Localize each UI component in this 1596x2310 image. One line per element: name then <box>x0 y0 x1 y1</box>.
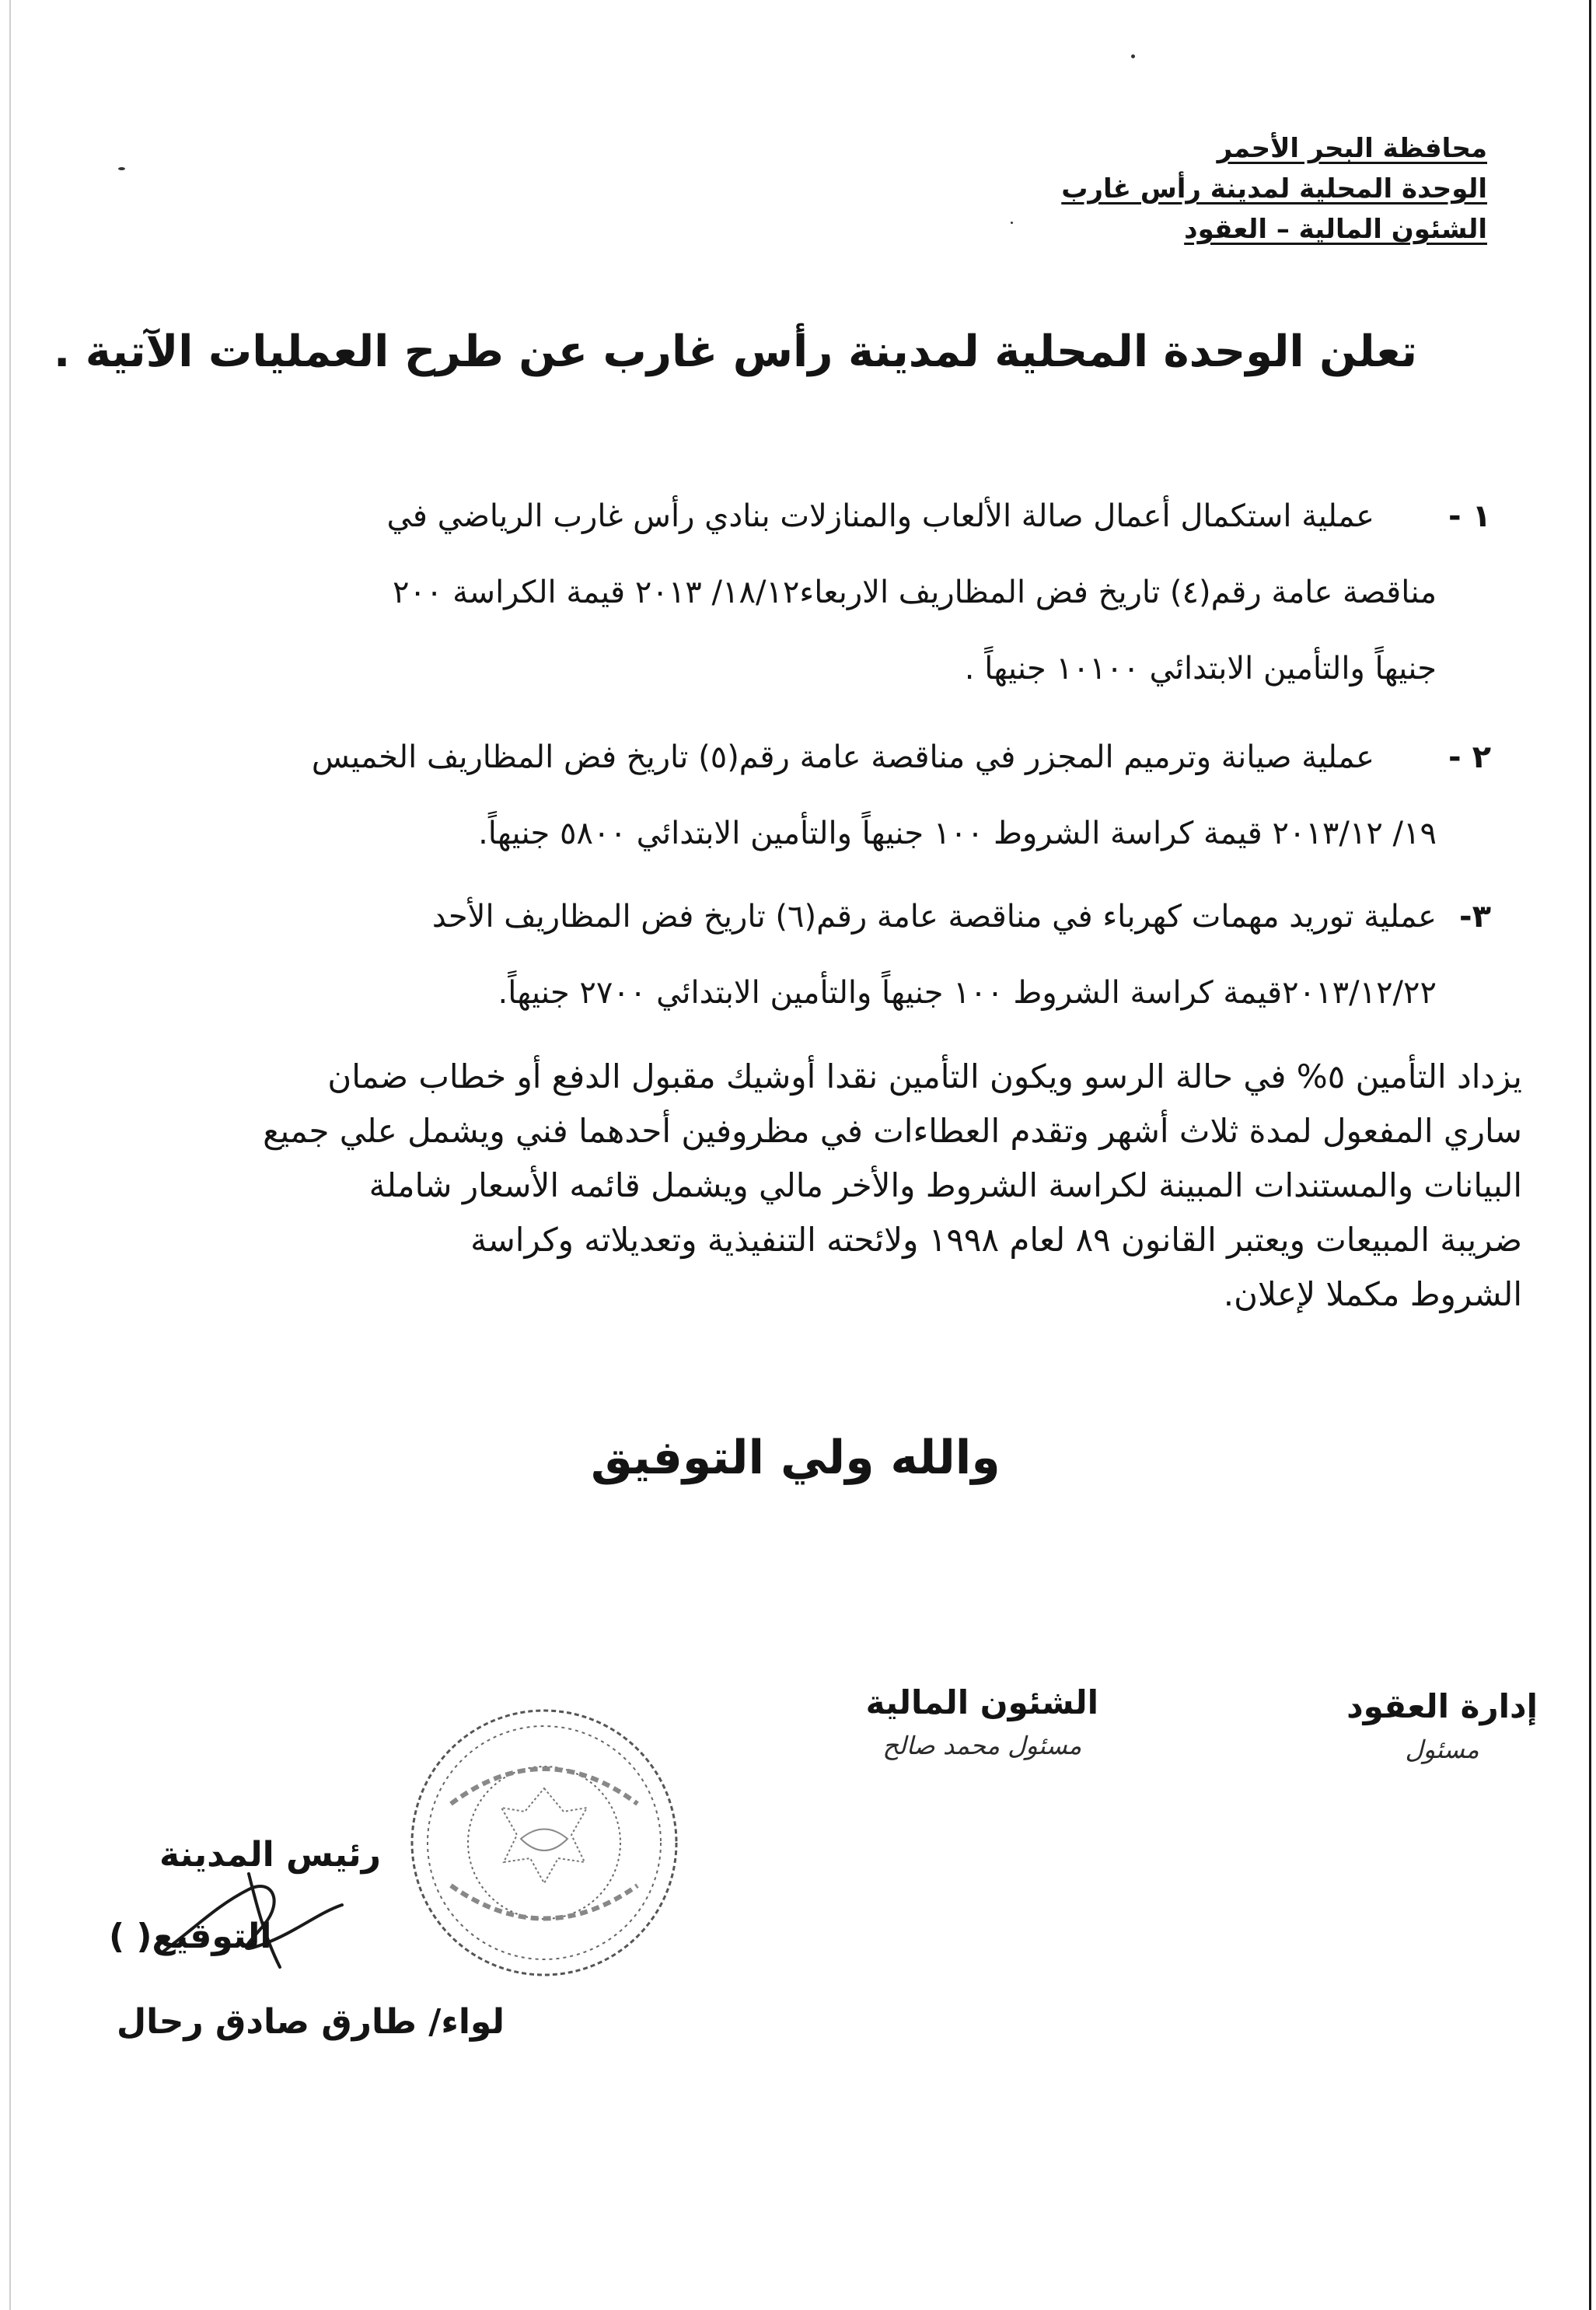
contracts-signature-block <box>1346 1687 1538 1764</box>
header-governorate: محافظة البحر الأحمر <box>1217 133 1487 164</box>
terms-line: ساري المفعول لمدة ثلاث أشهر وتقدم العطاءات في مظروفين أحدهما فني ويشمل علي جميع <box>263 1112 1522 1150</box>
scan-speck <box>1131 54 1135 58</box>
contracts-signature: مسئول <box>1405 1735 1479 1764</box>
item-line: جنيهاً والتأمين الابتدائي ١٠١٠٠ جنيهاً . <box>964 651 1437 687</box>
item-line: ٢٠١٣/١٢/٢٢قيمة كراسة الشروط ١٠٠ جنيهاً والتأمين الابتدائي ٢٧٠٠ جنيهاً. <box>498 975 1437 1011</box>
finance-title: الشئون المالية <box>865 1683 1098 1721</box>
terms-line: الشروط مكملا لإعلان. <box>1223 1275 1522 1313</box>
tender-item <box>37 719 1491 872</box>
item-line: عملية صيانة وترميم المجزر في مناقصة عامة رقم(٥) تاريخ فض المظاريف الخميس <box>311 739 1374 775</box>
mayor-title: رئيس المدينة <box>159 1835 382 1875</box>
header-local-unit: الوحدة المحلية لمدينة رأس غارب <box>1061 173 1487 204</box>
item-number: ١ - <box>1448 498 1491 534</box>
mayor-name: لواء/ طارق صادق رحال <box>117 2002 505 2042</box>
announcement-title: تعلن الوحدة المحلية لمدينة رأس غارب عن طرح العمليات الآتية . <box>53 327 1417 377</box>
scan-edge-right <box>1589 0 1591 2310</box>
scan-speck <box>1011 222 1013 224</box>
terms-line: ضريبة المبيعات ويعتبر القانون ٨٩ لعام ١٩٩٨ ولائحته التنفيذية وتعديلاته وكراسة <box>470 1221 1522 1259</box>
finance-signature: مسئول محمد صالح <box>882 1731 1082 1760</box>
terms-line: يزداد التأمين ٥% في حالة الرسو ويكون التأمين نقدا أوشيك مقبول الدفع أو خطاب ضمان <box>327 1057 1522 1096</box>
terms-paragraph <box>53 1050 1522 1322</box>
item-line: مناقصة عامة رقم(٤) تاريخ فض المظاريف الاربعاء١٨/١٢/ ٢٠١٣ قيمة الكراسة ٢٠٠ <box>392 575 1437 610</box>
contracts-title: إدارة العقود <box>1346 1687 1538 1725</box>
header-department: الشئون المالية – العقود <box>1184 214 1487 245</box>
scan-speck <box>118 167 125 170</box>
item-line: ١٩/ ٢٠١٣/١٢ قيمة كراسة الشروط ١٠٠ جنيهاً والتأمين الابتدائي ٥٨٠٠ جنيهاً. <box>478 816 1437 851</box>
tender-item <box>92 478 1491 707</box>
issuer-header <box>1061 128 1487 250</box>
scan-edge-left <box>9 0 11 2310</box>
finance-signature-block <box>866 1683 1098 1760</box>
item-line: عملية استكمال أعمال صالة الألعاب والمنازلات بنادي رأس غارب الرياضي في <box>386 498 1374 534</box>
terms-line: البيانات والمستندات المبينة لكراسة الشروط والأخر مالي ويشمل قائمه الأسعار شاملة <box>368 1166 1522 1204</box>
item-line: عملية توريد مهمات كهرباء في مناقصة عامة رقم(٦) تاريخ فض المظاريف الأحد <box>431 899 1437 935</box>
item-number: ٣- <box>1458 899 1491 935</box>
signature-label: التوقيع( ) <box>109 1917 272 1956</box>
tender-item <box>92 879 1491 1031</box>
item-number: ٢ - <box>1448 739 1491 775</box>
official-seal-stamp <box>404 1703 684 1983</box>
closing-phrase: والله ولي التوفيق <box>591 1431 1001 1485</box>
